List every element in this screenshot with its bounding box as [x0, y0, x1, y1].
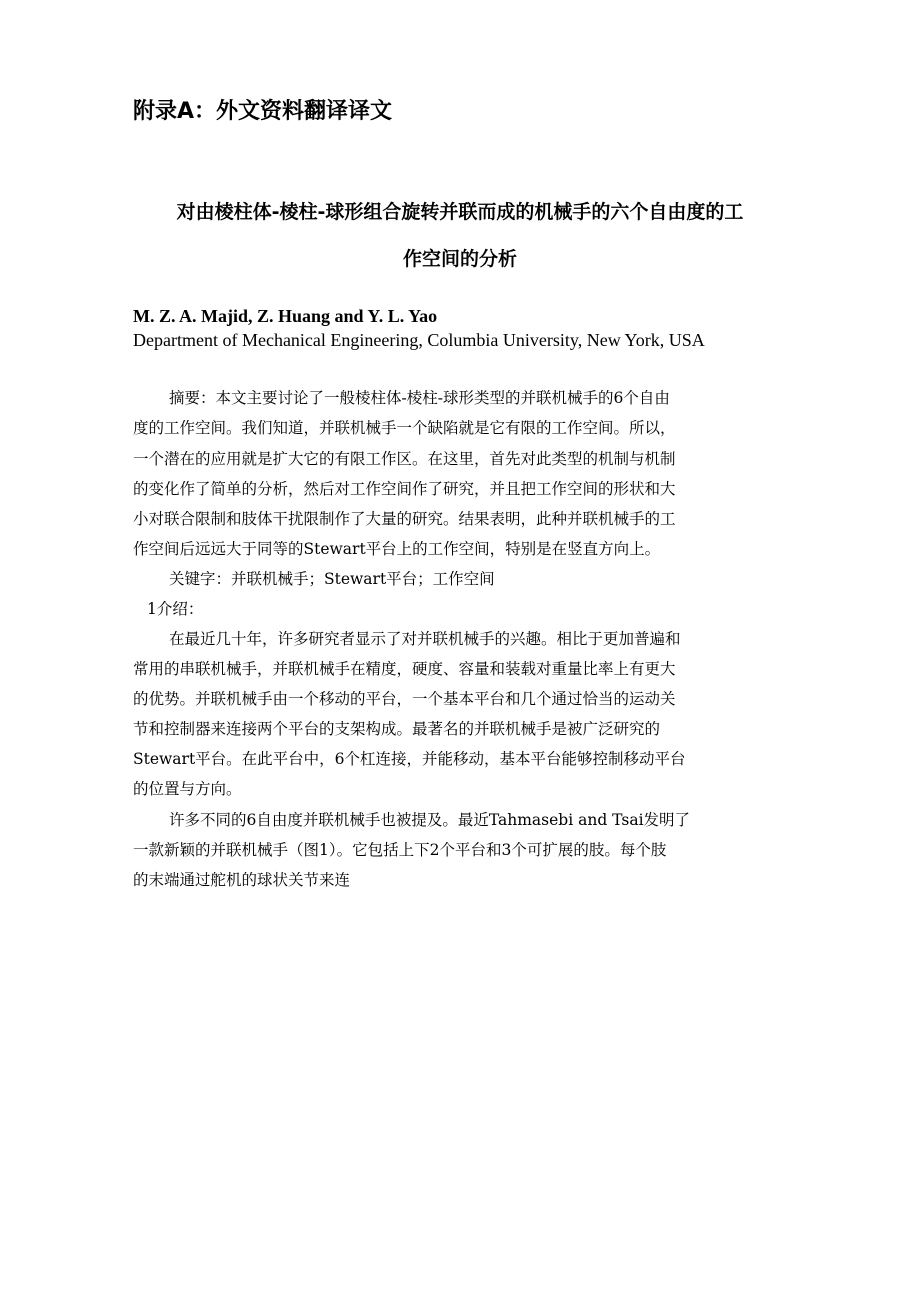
paragraph-line: 节和控制器来连接两个平台的支架构成。最著名的并联机械手是被广泛研究的	[133, 720, 661, 738]
affiliation: Department of Mechanical Engineering, Columbia University, New York, USA	[133, 330, 705, 350]
abstract-line: 小对联合限制和肢体干扰限制作了大量的研究。结果表明，此种并联机械手的工	[133, 510, 676, 528]
paragraph-line: 一款新颖的并联机械手（图1）。它包括上下2个平台和3个可扩展的肢。每个肢	[133, 841, 667, 859]
keywords: 关键字：并联机械手；Stewart平台；工作空间	[169, 570, 495, 588]
authors: M. Z. A. Majid, Z. Huang and Y. L. Yao	[133, 306, 438, 326]
abstract-line: 摘要：本文主要讨论了一般棱柱体-棱柱-球形类型的并联机械手的6个自由	[169, 389, 670, 407]
abstract-line: 的变化作了简单的分析，然后对工作空间作了研究，并且把工作空间的形状和大	[133, 480, 676, 498]
paragraph-line: 的位置与方向。	[133, 780, 242, 798]
paragraph-line: Stewart平台。在此平台中，6个杠连接，并能移动，基本平台能够控制移动平台	[133, 750, 686, 768]
paragraph-line: 许多不同的6自由度并联机械手也被提及。最近Tahmasebi and Tsai发明了	[169, 811, 691, 829]
paragraph-line: 在最近几十年，许多研究者显示了对并联机械手的兴趣。相比于更加普遍和	[169, 630, 681, 648]
section-heading: 1介绍：	[147, 600, 204, 618]
abstract-line: 一个潜在的应用就是扩大它的有限工作区。在这里，首先对此类型的机制与机制	[133, 450, 676, 468]
abstract-line: 度的工作空间。我们知道，并联机械手一个缺陷就是它有限的工作空间。所以，	[133, 419, 676, 437]
paragraph-line: 常用的串联机械手，并联机械手在精度，硬度、容量和装载对重量比率上有更大	[133, 660, 676, 678]
paragraph-line: 的优势。并联机械手由一个移动的平台，一个基本平台和几个通过恰当的运动关	[133, 690, 676, 708]
abstract-line: 作空间后远远大于同等的Stewart平台上的工作空间，特别是在竖直方向上。	[133, 540, 661, 558]
paper-title-line-2: 作空间的分析	[402, 248, 517, 270]
paragraph-line: 的末端通过舵机的球状关节来连	[133, 871, 351, 889]
paper-title-line-1: 对由棱柱体-棱柱-球形组合旋转并联而成的机械手的六个自由度的工	[176, 201, 744, 223]
appendix-title: 附录A：外文资料翻译译文	[133, 99, 393, 124]
